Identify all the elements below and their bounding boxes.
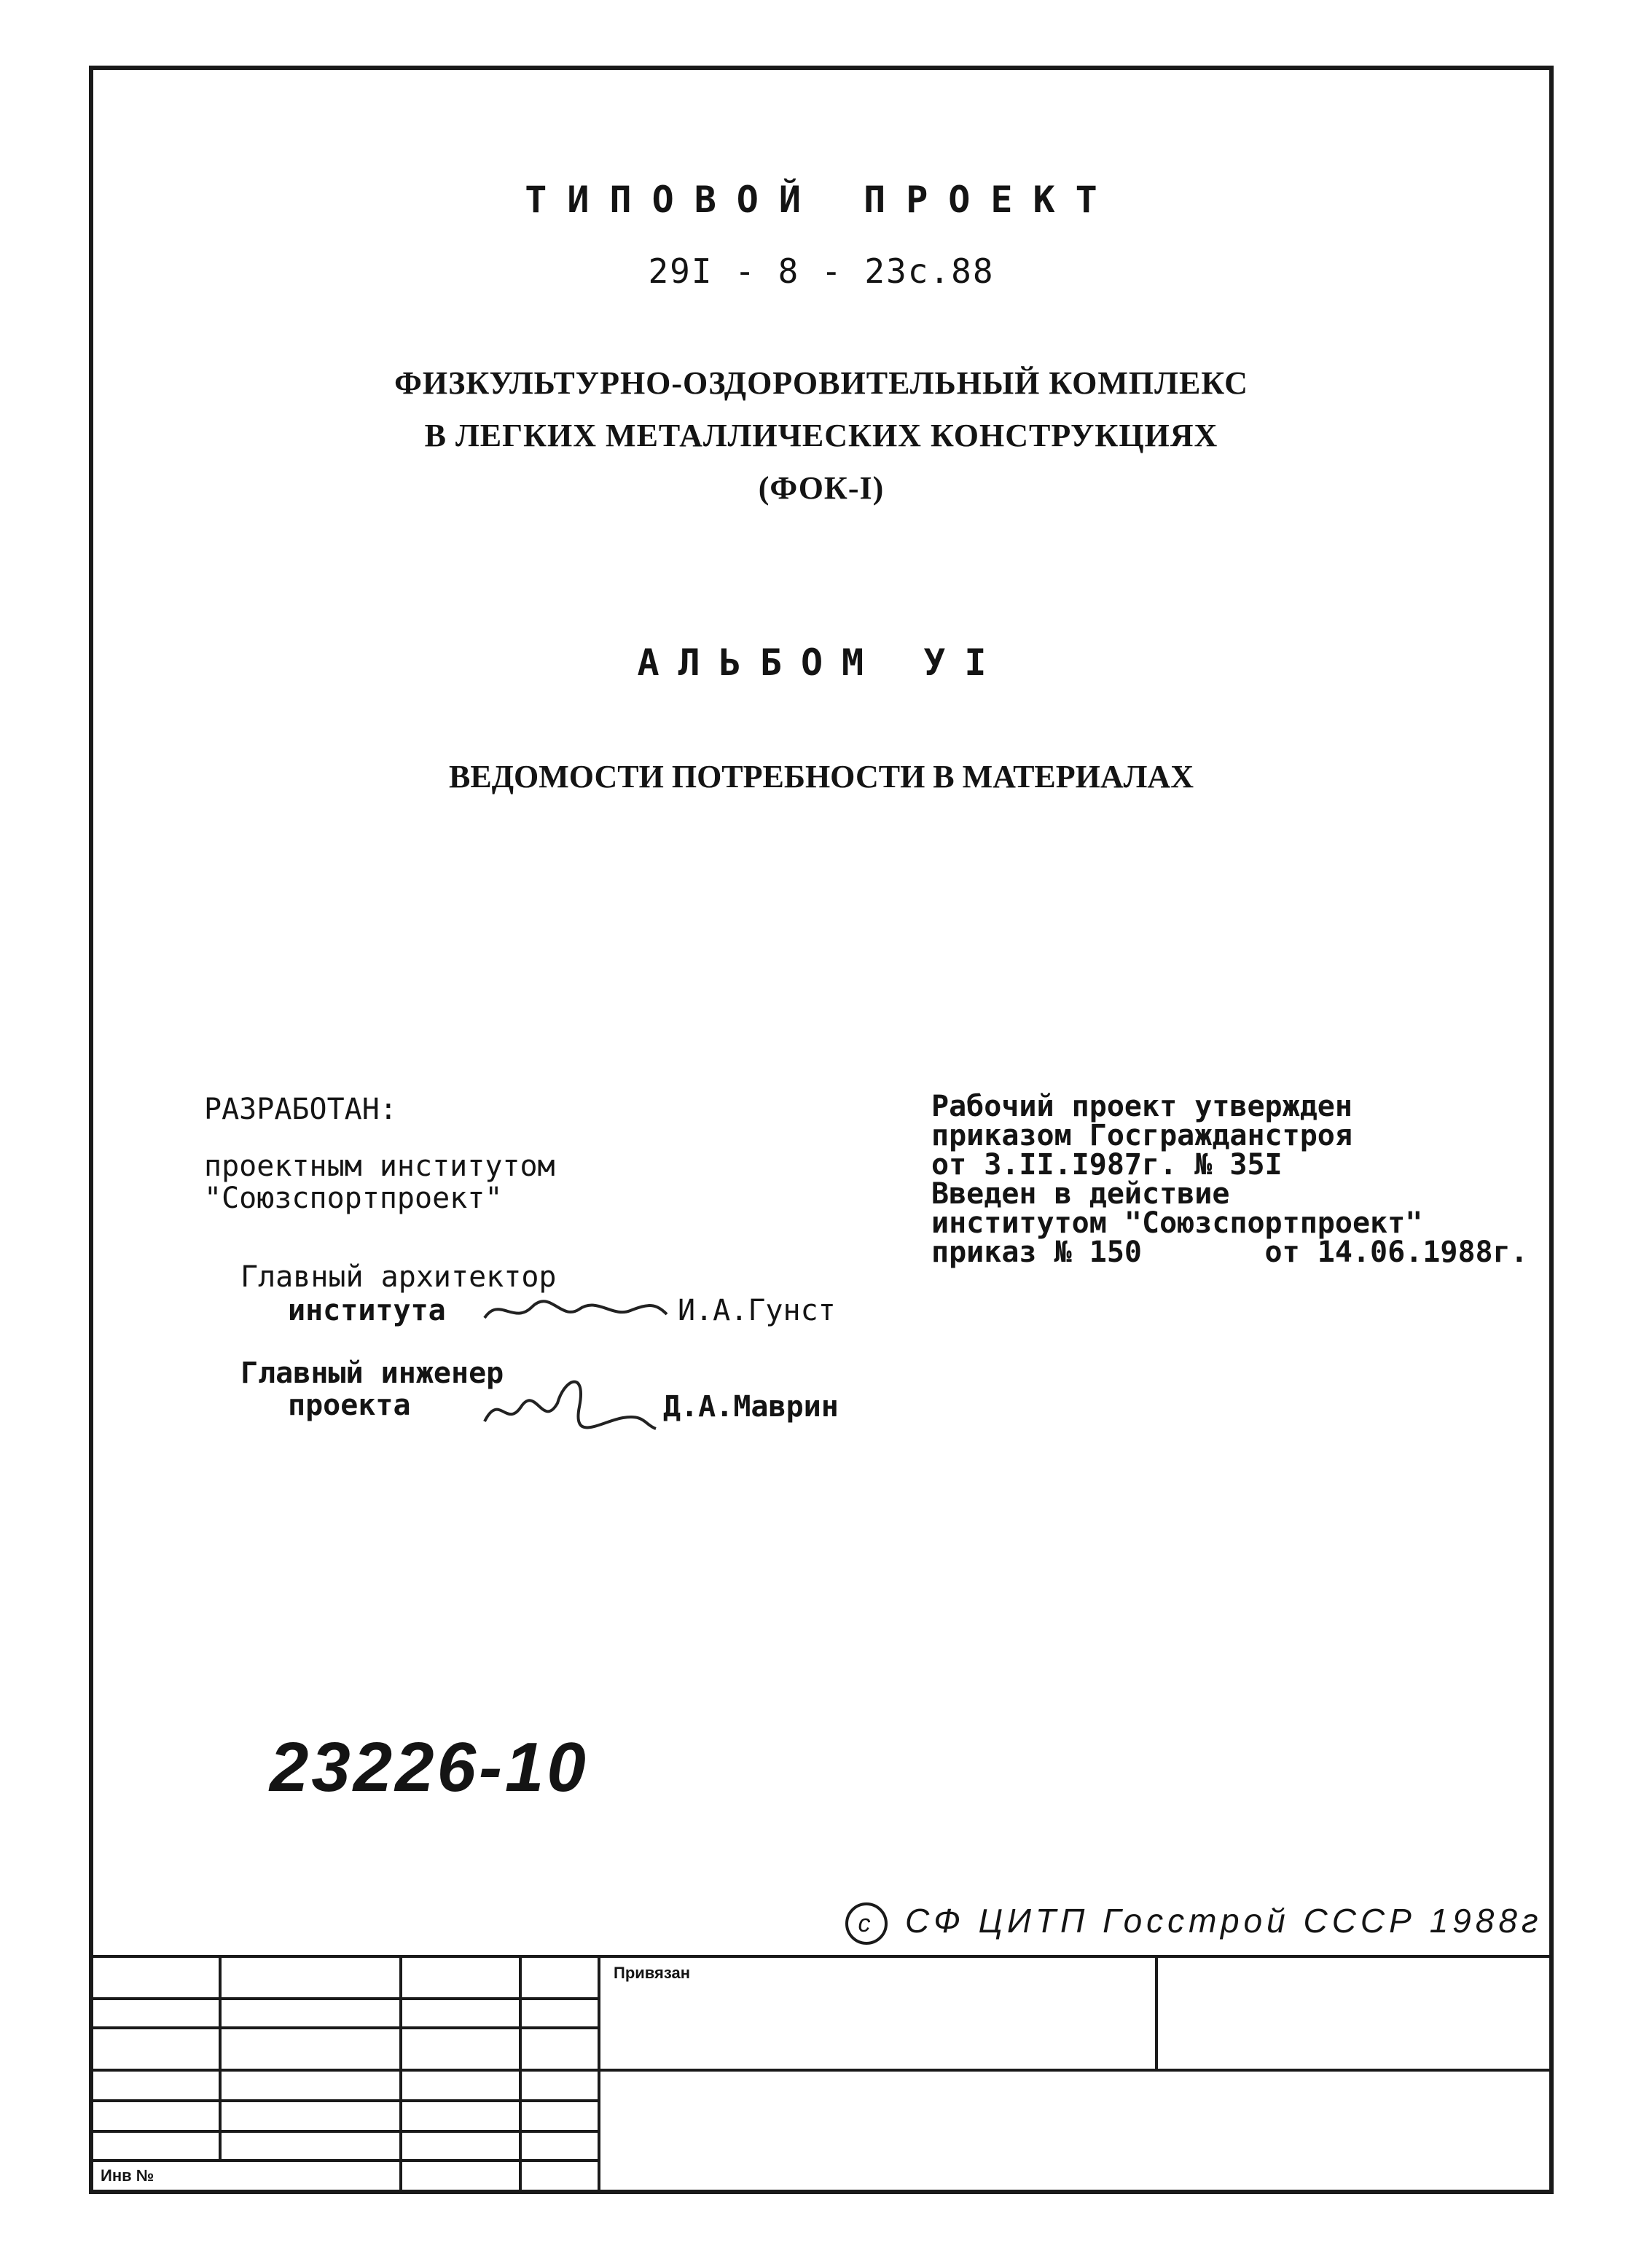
chief-architect-role-line-1: Главный архитектор [240,1260,557,1294]
approval-line-5: институтом "Союзспортпроект" [931,1206,1423,1240]
project-description-line-3: (ФОК-I) [758,470,885,506]
inventory-label: Инв № [101,2166,154,2185]
developer-line-1: проектным институтом [204,1150,555,1183]
chief-engineer-signature [477,1363,659,1459]
approval-line-1: Рабочий проект утвержден [931,1090,1352,1123]
document-type-title: ТИПОВОЙ ПРОЕКТ [525,179,1118,221]
stamp-top-line [89,1955,1554,1958]
signature-scribble-icon [481,1289,670,1332]
project-description-line-2: В ЛЕГКИХ МЕТАЛЛИЧЕСКИХ КОНСТРУКЦИЯХ [424,418,1218,453]
chief-engineer-role-line-2: проекта [288,1389,411,1422]
approval-line-2: приказом Госгражданстроя [931,1119,1352,1152]
stamp-row-line [89,2026,599,2029]
chief-engineer-name: Д.А.Маврин [663,1390,839,1424]
copyright-notice [845,1901,1543,1945]
chief-architect-signature [481,1289,670,1340]
project-code: 29I - 8 - 23с.88 [648,251,995,291]
stamp-column-line [219,1955,222,2159]
attached-label: Привязан [614,1964,691,1982]
inventory-number: 23226-10 [270,1728,589,1806]
chief-engineer-role-line-1: Главный инженер [240,1357,504,1390]
stamp-row-line [89,1997,599,2000]
stamp-column-line [399,1955,402,2194]
stamp-column-line [519,1955,522,2194]
stamp-column-line [598,1955,600,2194]
project-description-line-1: ФИЗКУЛЬТУРНО-ОЗДОРОВИТЕЛЬНЫЙ КОМПЛЕКС [394,365,1248,401]
developer-line-2: "Союзспортпроект" [204,1182,503,1215]
approval-line-6: приказ № 150 от 14.06.1988г. [931,1236,1528,1269]
chief-architect-name: И.А.Гунст [678,1294,836,1327]
album-number: АЛЬБОМ УI [637,641,1006,684]
developer-heading: РАЗРАБОТАН: [204,1093,397,1126]
stamp-column-line [1155,1955,1158,2069]
stamp-row-line [89,2159,599,2162]
approval-line-4: Введен в действие [931,1177,1230,1211]
stamp-row-line [89,2130,599,2133]
copyright-text: СФ ЦИТП Госстрой СССР 1988г [905,1902,1543,1940]
album-title: ВЕДОМОСТИ ПОТРЕБНОСТИ В МАТЕРИАЛАХ [449,759,1194,795]
copyright-icon: с [845,1902,888,1945]
stamp-row-line [89,2069,1554,2072]
signature-scribble-icon [477,1363,659,1451]
chief-architect-role-line-2: института [288,1294,446,1327]
stamp-row-line [89,2099,599,2102]
approval-line-3: от 3.II.I987г. № 35I [931,1148,1283,1182]
